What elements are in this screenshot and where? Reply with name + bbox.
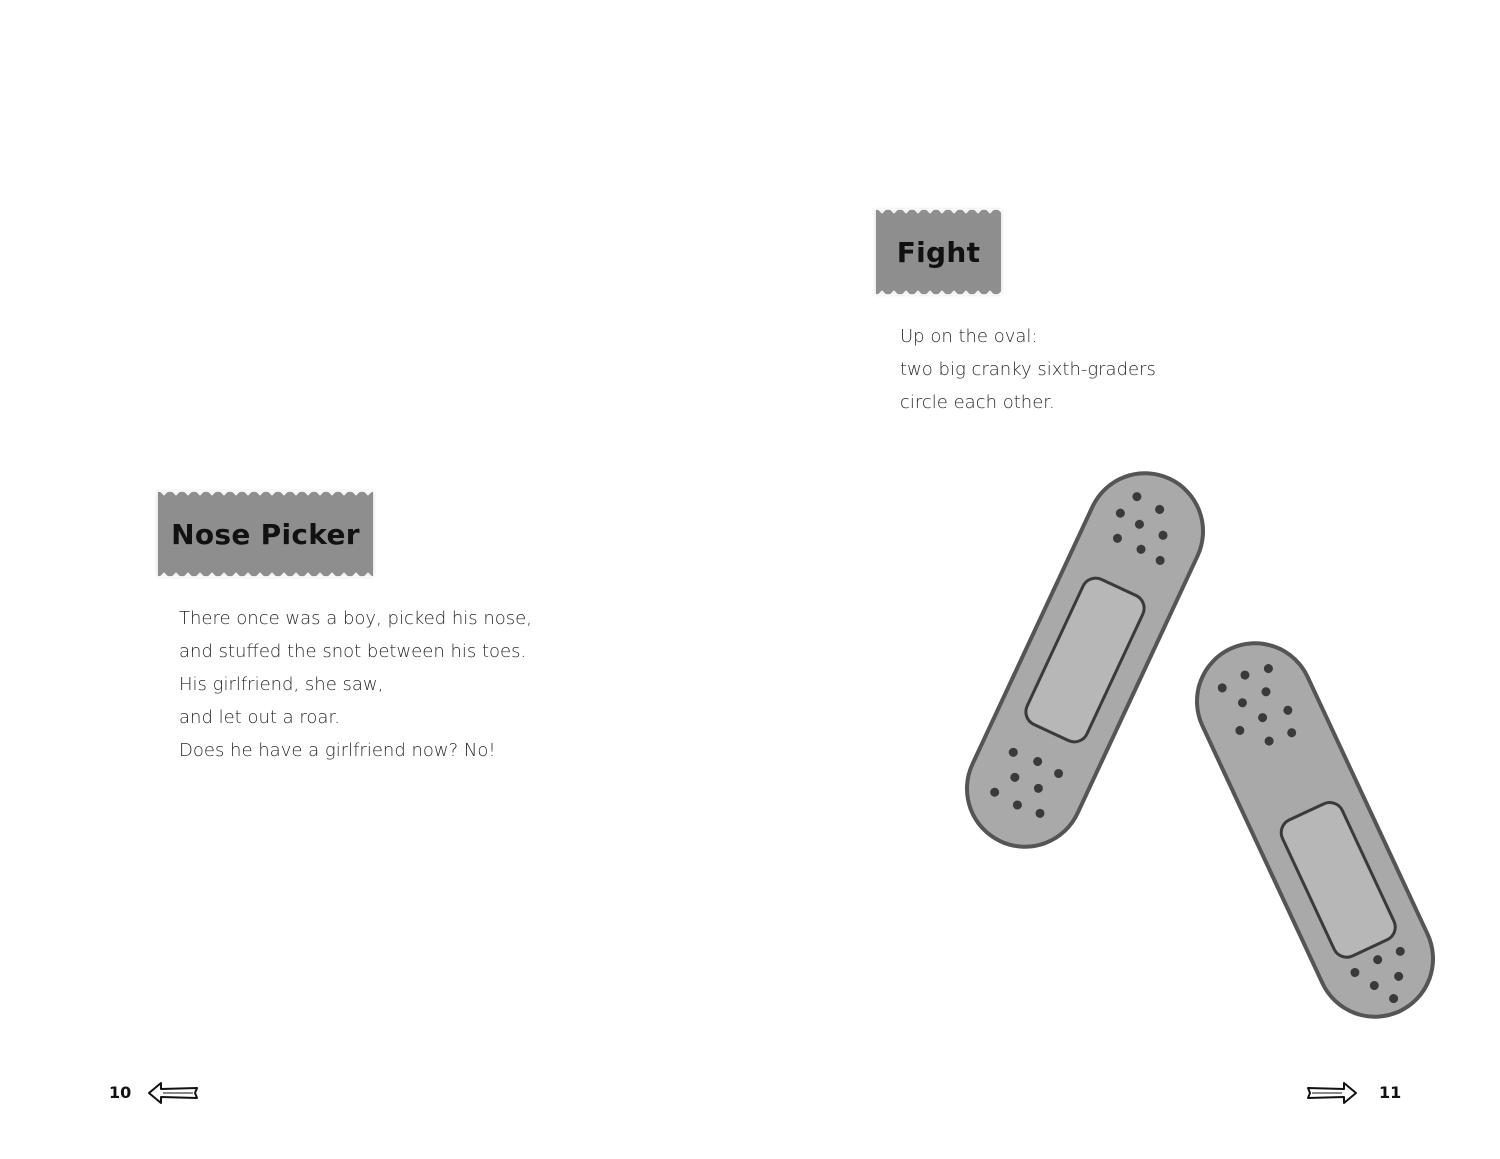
bandage-two bbox=[1178, 624, 1450, 1036]
poem-line: Up on the oval: bbox=[900, 326, 1038, 347]
poem-line: Does he have a girlfriend now? No! bbox=[179, 740, 496, 761]
bandage-one bbox=[960, 470, 1222, 866]
poem-title: Nose Picker bbox=[171, 517, 360, 551]
poem-line: circle each other. bbox=[900, 392, 1055, 413]
title-tag bbox=[158, 492, 373, 576]
poem-line: and let out a roar. bbox=[179, 707, 340, 728]
arrow-left-icon bbox=[147, 1080, 199, 1106]
poem-line: His girlfriend, she saw, bbox=[179, 674, 384, 695]
poem-line: and stuffed the snot between his toes. bbox=[179, 641, 527, 662]
poem-body bbox=[179, 602, 532, 767]
page-number: 10 bbox=[109, 1083, 132, 1102]
poem-body bbox=[900, 320, 1156, 419]
arrow-right-icon bbox=[1306, 1080, 1358, 1106]
title-tag bbox=[876, 210, 1001, 294]
poem-line: two big cranky sixth-graders bbox=[900, 359, 1156, 380]
page-number: 11 bbox=[1379, 1083, 1402, 1102]
poem-line: There once was a boy, picked his nose, bbox=[179, 608, 532, 629]
bandages-illustration-icon bbox=[960, 470, 1450, 1040]
poem-title: Fight bbox=[896, 235, 981, 269]
